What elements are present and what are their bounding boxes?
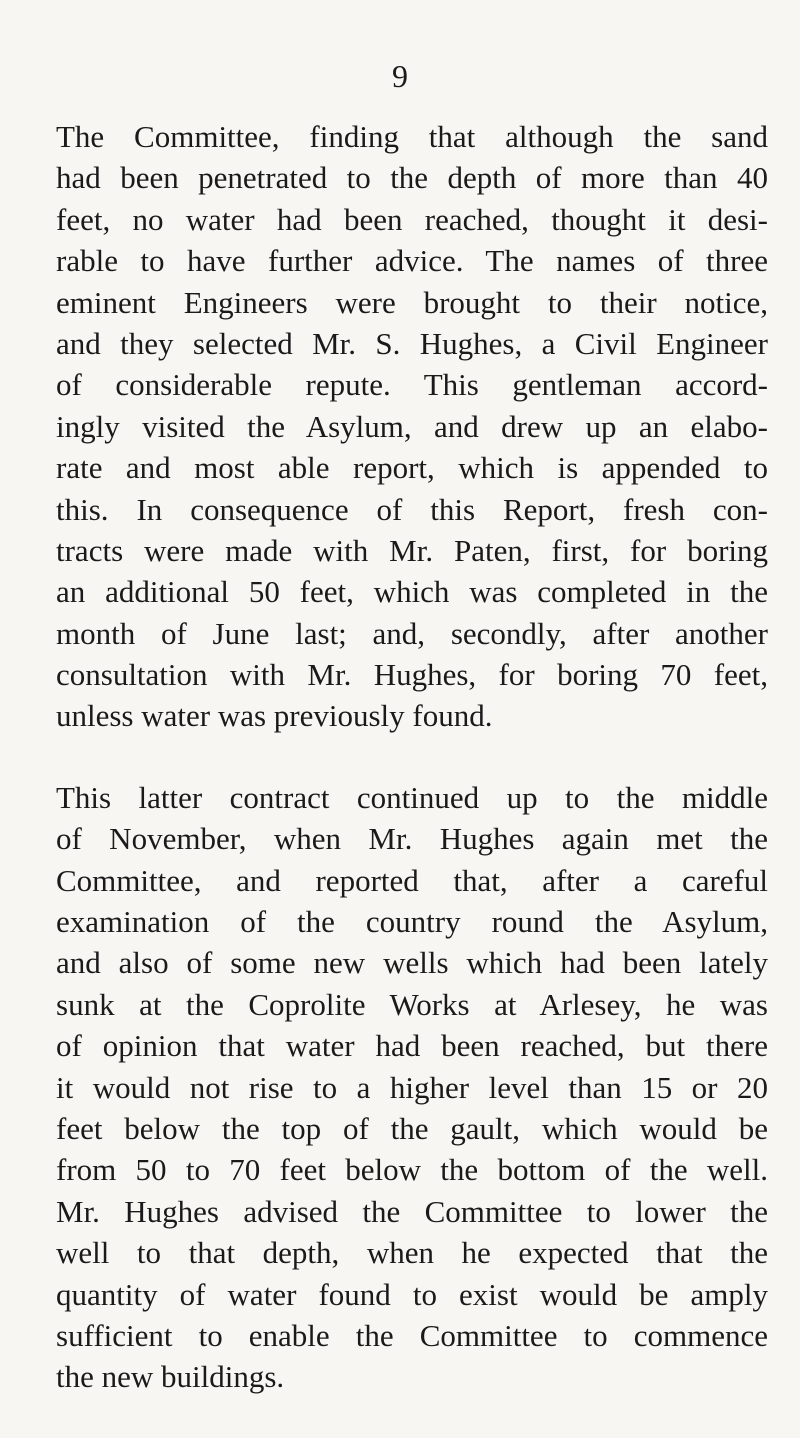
text-line: unless water was previously found. (56, 698, 493, 734)
text-line: feet, no water had been reached, thought it desi- (56, 201, 768, 237)
text-line: This latter contract continued up to the middle (56, 779, 768, 815)
page-number: 9 (392, 58, 408, 94)
text-line: consultation with Mr. Hughes, for boring 70 feet, (56, 657, 768, 693)
text-line: month of June last; and, secondly, after another (56, 615, 768, 651)
text-line: rable to have further advice. The names of three (56, 243, 768, 279)
text-line: of opinion that water had been reached, but there (56, 1028, 768, 1064)
text-line: of considerable repute. This gentleman accord- (56, 367, 768, 403)
text-line: The Committee, finding that although the sand (56, 119, 768, 154)
text-line: quantity of water found to exist would be amply (56, 1276, 768, 1312)
text-line: from 50 to 70 feet below the bottom of the well. (56, 1152, 768, 1188)
text-line: sunk at the Coprolite Works at Arlesey, he was (56, 986, 768, 1022)
paragraph-2 (56, 777, 768, 1398)
text-line: an additional 50 feet, which was completed in the (56, 574, 768, 610)
text-line: eminent Engineers were brought to their notice, (56, 284, 768, 320)
text-line: this. In consequence of this Report, fresh con- (56, 491, 768, 527)
body-text (56, 116, 768, 1398)
text-line: Committee, and reported that, after a careful (56, 862, 768, 898)
text-line: had been penetrated to the depth of more than 40 (56, 160, 768, 196)
text-line: sufficient to enable the Committee to commence (56, 1317, 768, 1353)
text-line: rate and most able report, which is appended to (56, 450, 768, 486)
text-line: and also of some new wells which had been lately (56, 945, 768, 981)
text-line: feet below the top of the gault, which would be (56, 1110, 768, 1146)
text-line: Mr. Hughes advised the Committee to lower the (56, 1193, 768, 1229)
paragraph-gap (56, 737, 768, 777)
paragraph-1 (56, 116, 768, 737)
text-line: it would not rise to a higher level than 15 or 20 (56, 1069, 768, 1105)
text-line: the new buildings. (56, 1359, 285, 1395)
text-line: of November, when Mr. Hughes again met the (56, 821, 768, 857)
text-line: ingly visited the Asylum, and drew up an elabo- (56, 408, 768, 444)
text-line: examination of the country round the Asylum, (56, 904, 768, 940)
text-line: tracts were made with Mr. Paten, first, for boring (56, 532, 768, 568)
text-line: well to that depth, when he expected that the (56, 1235, 768, 1271)
text-line: and they selected Mr. S. Hughes, a Civil Engineer (56, 325, 768, 361)
